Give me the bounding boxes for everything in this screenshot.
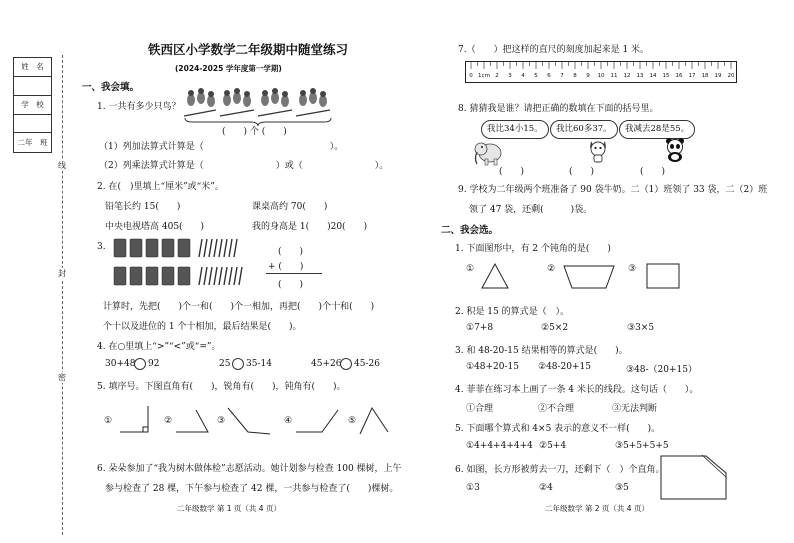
speech-bubble-panda: 我减去28是55。 xyxy=(619,120,695,139)
c4-text: 4. 菲菲在练习本上画了一条 4 米长的线段。这句话（ ）。 xyxy=(455,385,699,395)
c2-option-3[interactable]: ③3×5 xyxy=(627,323,655,333)
counting-sticks xyxy=(113,237,243,289)
q4-text: 4. 在○里填上“>”“<”或“=”。 xyxy=(97,342,221,352)
q5-angles xyxy=(110,402,400,440)
cat-icon xyxy=(588,137,608,163)
q4-circle-3[interactable] xyxy=(340,358,352,370)
ruler-label: 3 xyxy=(508,73,512,79)
c6-option-3[interactable]: ③5 xyxy=(615,483,629,493)
ruler-label: 6 xyxy=(547,73,551,79)
q2-item-pencil[interactable]: 铅笔长约 15( ) xyxy=(105,202,181,212)
page-subtitle: (2024-2025 学年度第一学期) xyxy=(175,64,282,73)
q4-left-3: 45+26 xyxy=(311,359,342,369)
ruler-label: 2 xyxy=(495,73,499,79)
q5-label-3: ③ xyxy=(217,416,226,426)
q4-circle-2[interactable] xyxy=(232,358,244,370)
ruler-label: 9 xyxy=(586,73,590,79)
fold-mark-3: 密 xyxy=(58,373,66,382)
name-field[interactable]: 姓 名 xyxy=(14,58,51,77)
q5-label-1: ① xyxy=(104,416,113,426)
ruler-label: 19 xyxy=(714,73,722,79)
q1-text: 1. 一共有多少只鸟？ xyxy=(97,102,181,112)
q4-right-2: 35-14 xyxy=(246,359,272,369)
ruler xyxy=(465,61,737,83)
school-field[interactable]: 学 校 xyxy=(14,95,51,115)
ruler-label: 5 xyxy=(534,73,538,79)
ruler-label: 1cm xyxy=(478,73,490,79)
elephant-icon xyxy=(473,138,505,166)
c5-option-1[interactable]: ①4+4+4+4+4 xyxy=(466,441,533,451)
q2-item-tower[interactable]: 中央电视塔高 405( ) xyxy=(105,222,205,232)
q5-label-5: ⑤ xyxy=(348,416,357,426)
ruler-label: 4 xyxy=(521,73,525,79)
q8-blank-2[interactable]: ( ) xyxy=(569,167,595,177)
q1-brace-label[interactable]: ( ) 个 ( ) xyxy=(222,127,287,137)
c3-option-3[interactable]: ③48-（20+15） xyxy=(626,365,698,375)
q6-line-2[interactable]: 参与检查了 28 棵，下午参与检查了 42 棵，一共参与检查了( )棵树。 xyxy=(105,484,399,494)
q3-number: 3. xyxy=(97,242,106,252)
ruler-label: 14 xyxy=(649,73,657,79)
footer-page-1: 二年级数学 第 1 页（共 4 页） xyxy=(177,504,281,513)
c1-option-2[interactable]: ② xyxy=(547,264,556,274)
branch-group-2 xyxy=(220,88,254,116)
branch-group-3 xyxy=(258,88,292,116)
q4-circle-1[interactable] xyxy=(134,358,146,370)
fold-mark-1: 线 xyxy=(58,161,66,170)
q4-left-1: 30+48 xyxy=(105,359,136,369)
q2-item-height[interactable]: 我的身高是 1( )20( ) xyxy=(252,222,368,232)
c1-text: 1. 下面图形中，有 2 个钝角的是( ) xyxy=(455,244,611,254)
branch-group-1 xyxy=(184,88,216,116)
ruler-label: 10 xyxy=(597,73,605,79)
c4-option-3[interactable]: ③无法判断 xyxy=(612,404,658,414)
q1-multiplication-blank[interactable]: （2）列乘法算式计算是（ ）或（ ）。 xyxy=(99,161,389,171)
c6-option-1[interactable]: ①3 xyxy=(466,483,480,493)
q3-addend-2[interactable]: + ( ) xyxy=(268,262,304,272)
fold-mark-2: 封 xyxy=(58,269,66,278)
cut-rectangle xyxy=(660,455,728,501)
ruler-label: 17 xyxy=(688,73,696,79)
c4-option-2[interactable]: ②不合理 xyxy=(538,404,575,414)
student-info-box xyxy=(13,57,52,153)
q7-text[interactable]: 7.（ ）把这样的直尺的刻度加起来是 1 米。 xyxy=(458,45,650,55)
ruler-label: 7 xyxy=(560,73,564,79)
q8-blank-1[interactable]: ( ) xyxy=(499,167,525,177)
ruler-label: 15 xyxy=(662,73,670,79)
q5-label-2: ② xyxy=(164,416,173,426)
q3-sum[interactable]: ( ) xyxy=(278,280,304,290)
c5-option-2[interactable]: ②5+4 xyxy=(539,441,567,451)
ruler-label: 11 xyxy=(610,73,618,79)
q5-label-4: ④ xyxy=(284,416,293,426)
q4-right-1: 92 xyxy=(148,359,160,369)
ruler-label: 20 xyxy=(727,73,735,79)
c6-text: 6. 如图，长方形被剪去一刀，还剩下（ ）个直角。 xyxy=(455,465,665,475)
q8-text: 8. 猜猜我是谁？请把正确的数填在下面的括号里。 xyxy=(458,104,659,114)
q3-explain-line-1[interactable]: 计算时，先把( )个一和( )个一相加，再把( )个十和( ) xyxy=(103,302,375,312)
q2-text: 2. 在( )里填上“厘米”或“米”。 xyxy=(97,182,224,192)
q4-right-3: 45-26 xyxy=(354,359,380,369)
binding-line xyxy=(62,55,63,535)
c3-option-2[interactable]: ②48-20+15 xyxy=(538,362,592,372)
c1-shapes xyxy=(480,258,685,292)
page-title: 铁西区小学数学二年级期中随堂练习 xyxy=(148,42,349,57)
q5-text: 5. 填序号。下图直角有( )，锐角有( )，钝角有( )。 xyxy=(97,382,346,392)
c2-text: 2. 积是 15 的算式是（ ）。 xyxy=(455,307,570,317)
c1-option-1[interactable]: ① xyxy=(466,264,475,274)
class-field[interactable]: 二年 班 xyxy=(14,132,51,152)
speech-bubble-cat: 我比60多37。 xyxy=(550,120,618,139)
branch-group-4 xyxy=(296,88,330,116)
c2-option-1[interactable]: ①7+8 xyxy=(466,323,494,333)
c2-option-2[interactable]: ②5×2 xyxy=(541,323,569,333)
c1-option-3[interactable]: ③ xyxy=(628,264,637,274)
footer-page-2: 二年级数学 第 2 页（共 4 页） xyxy=(545,504,649,513)
q3-sum-line xyxy=(266,273,322,274)
c3-text: 3. 和 48-20-15 结果相等的算式是( )。 xyxy=(455,346,628,356)
q6-line-1: 6. 朵朵参加了“我为树木做体检”志愿活动。她计划参与检查 100 棵树，上午 xyxy=(97,464,402,474)
c6-option-2[interactable]: ②4 xyxy=(539,483,553,493)
section-heading-fill: 一、我会填。 xyxy=(82,82,140,93)
section-heading-choose: 二、我会选。 xyxy=(441,225,499,236)
q1-addition-blank[interactable]: （1）列加法算式计算是（ ）。 xyxy=(99,142,344,152)
c5-option-3[interactable]: ③5+5+5+5 xyxy=(615,441,669,451)
q2-item-desk[interactable]: 课桌高约 70( ) xyxy=(252,202,328,212)
c5-text: 5. 下面哪个算式和 4×5 表示的意义不一样( )。 xyxy=(455,424,661,434)
ruler-label: 12 xyxy=(623,73,631,79)
ruler-label: 18 xyxy=(701,73,709,79)
speech-bubble-elephant: 我比34小15。 xyxy=(481,120,549,139)
q3-addend-1[interactable]: ( ) xyxy=(278,247,304,257)
c3-option-1[interactable]: ①48+20-15 xyxy=(466,362,520,372)
q9-line-1: 9. 学校为二年级两个班准备了 90 袋牛奶。二（1）班领了 33 袋，二（2）班 xyxy=(458,185,768,195)
q9-line-2[interactable]: 领了 47 袋，还剩( )袋。 xyxy=(469,205,593,215)
q8-blank-3[interactable]: ( ) xyxy=(640,167,666,177)
ruler-label: 13 xyxy=(636,73,644,79)
q4-left-2: 25 xyxy=(219,359,231,369)
panda-icon xyxy=(664,136,686,162)
ruler-label: 8 xyxy=(573,73,577,79)
c4-option-1[interactable]: ①合理 xyxy=(466,404,494,414)
ruler-label: 16 xyxy=(675,73,683,79)
ruler-label: 0 xyxy=(469,73,473,79)
q3-explain-line-2[interactable]: 个十以及进位的 1 个十相加，最后结果是( )。 xyxy=(103,322,302,332)
